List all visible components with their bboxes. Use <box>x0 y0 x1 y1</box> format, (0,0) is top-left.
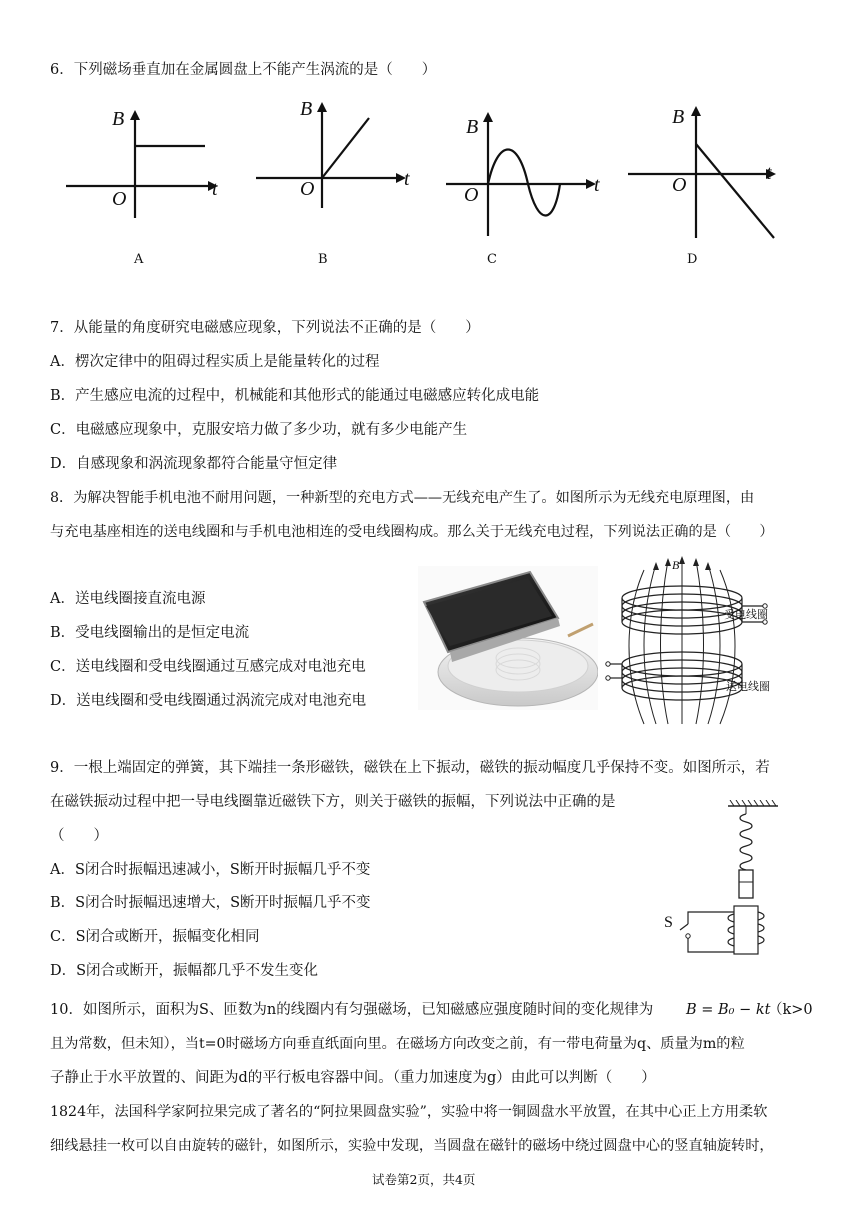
q8-option-b: B．受电线圈输出的是恒定电流 <box>50 625 250 641</box>
graph-d-y-label: B <box>672 106 685 128</box>
q7-option-b: B．产生感应电流的过程中，机械能和其他形式的能通过电磁感应转化成电能 <box>50 388 540 404</box>
graph-c-origin: O <box>464 184 479 206</box>
q9-stem-line2: 在磁铁振动过程中把一导电线圈靠近磁铁下方，则关于磁铁的振幅，下列说法中正确的是 <box>50 794 616 810</box>
q9-stem-line3: （ ） <box>50 828 108 844</box>
switch-s-label: S <box>664 914 673 931</box>
graph-a-svg <box>62 108 222 218</box>
graph-a-origin: O <box>112 188 127 210</box>
sine-field-curve <box>488 150 560 216</box>
q10-line4: 1824年，法国科学家阿拉果完成了著名的“阿拉果圆盘实验”，实验中将一铜圆盘水平放置，在其中心正上方用柔软 <box>50 1104 768 1120</box>
linear-field-line <box>322 118 369 178</box>
phone-on-pad-illustration <box>418 566 598 710</box>
spring-magnet-figure <box>660 800 780 960</box>
q9-stem-line1: 9．一根上端固定的弹簧，其下端挂一条形磁铁，磁铁在上下振动，磁铁的振动幅度几乎保持不变。如图所示，若 <box>50 760 770 776</box>
graph-b-x-label: t <box>404 168 410 190</box>
spring-magnet-svg <box>660 800 780 960</box>
graph-label-b: B <box>318 252 328 267</box>
coil <box>728 906 764 954</box>
bar-magnet <box>739 870 753 898</box>
graph-a-x-label: t <box>212 178 218 200</box>
decreasing-field-line <box>696 144 774 238</box>
switch-lever <box>680 924 688 930</box>
q10-line1: 10．如图所示，面积为S、匝数为n的线圈内有匀强磁场，已知磁感应强度随时间的变化规律为 <box>50 1002 654 1018</box>
spring <box>740 814 752 870</box>
q8-option-c: C．送电线圈和受电线圈通过互感完成对电池充电 <box>50 659 366 675</box>
graph-label-c: C <box>487 252 497 267</box>
graph-c-x-label: t <box>594 174 600 196</box>
graph-c-y-label: B <box>466 116 479 138</box>
receiving-coil-label: 受电线圈 <box>724 608 768 621</box>
coil-schematic-svg <box>604 556 804 726</box>
q10-formula: B = B₀ − kt <box>686 1002 771 1018</box>
graph-c <box>444 108 614 238</box>
q10-line3: 子静止于水平放置的、间距为d的平行板电容器中间。（重力加速度为g）由此可以判断（ ） <box>50 1070 656 1086</box>
graph-b-origin: O <box>300 178 315 200</box>
graph-d <box>626 104 796 244</box>
q7-option-a: A．楞次定律中的阻碍过程实质上是能量转化的过程 <box>50 354 380 370</box>
graph-label-d: D <box>687 252 698 267</box>
q7-option-c: C．电磁感应现象中，克服安培力做了多少功，就有多少电能产生 <box>50 422 468 438</box>
graph-d-origin: O <box>672 174 687 196</box>
q9-option-c: C．S闭合或断开，振幅变化相同 <box>50 929 260 945</box>
graph-label-a: A <box>134 252 144 267</box>
wireless-charging-photo <box>418 566 598 710</box>
graph-d-x-label: t <box>766 162 772 184</box>
q9-option-d: D．S闭合或断开，振幅都几乎不发生变化 <box>50 963 319 979</box>
q8-option-d: D．送电线圈和受电线圈通过涡流完成对电池充电 <box>50 693 367 709</box>
graph-b-y-label: B <box>300 98 313 120</box>
q9-option-b: B．S闭合时振幅迅速增大，S断开时振幅几乎不变 <box>50 895 371 911</box>
q8-stem-line1: 8．为解决智能手机电池不耐用问题，一种新型的充电方式——无线充电产生了。如图所示为无线充电原理图，由 <box>50 490 755 506</box>
q6-stem: 6．下列磁场垂直加在金属圆盘上不能产生涡流的是（ ） <box>50 62 437 78</box>
q8-option-a: A．送电线圈接直流电源 <box>50 591 206 607</box>
graph-b-svg <box>254 98 414 208</box>
graph-b <box>254 98 414 208</box>
field-b-label: B <box>672 558 680 572</box>
q7-option-d: D．自感现象和涡流现象都符合能量守恒定律 <box>50 456 338 472</box>
q10-line5: 细线悬挂一枚可以自由旋转的磁针，如图所示，实验中发现，当圆盘在磁针的磁场中绕过圆盘中心的竖直轴旋转时， <box>50 1138 774 1154</box>
coil-schematic <box>604 556 804 726</box>
q8-stem-line2: 与充电基座相连的送电线圈和与手机电池相连的受电线圈构成。那么关于无线充电过程，下列说法正确的是（ ） <box>50 524 774 540</box>
q10-line1-tail: （k>0 <box>768 1002 813 1018</box>
q7-stem: 7．从能量的角度研究电磁感应现象，下列说法不正确的是（ ） <box>50 320 480 336</box>
q10-line2: 且为常数，但未知），当t=0时磁场方向垂直纸面向里。在磁场方向改变之前，有一带电荷量为q、质量为m的粒 <box>50 1036 745 1052</box>
graph-a <box>62 108 222 218</box>
graph-a-y-label: B <box>112 108 125 130</box>
page-footer: 试卷第2页，共4页 <box>372 1172 476 1187</box>
q9-option-a: A．S闭合时振幅迅速减小，S断开时振幅几乎不变 <box>50 862 371 878</box>
transmitting-coil-label: 送电线圈 <box>726 680 770 693</box>
